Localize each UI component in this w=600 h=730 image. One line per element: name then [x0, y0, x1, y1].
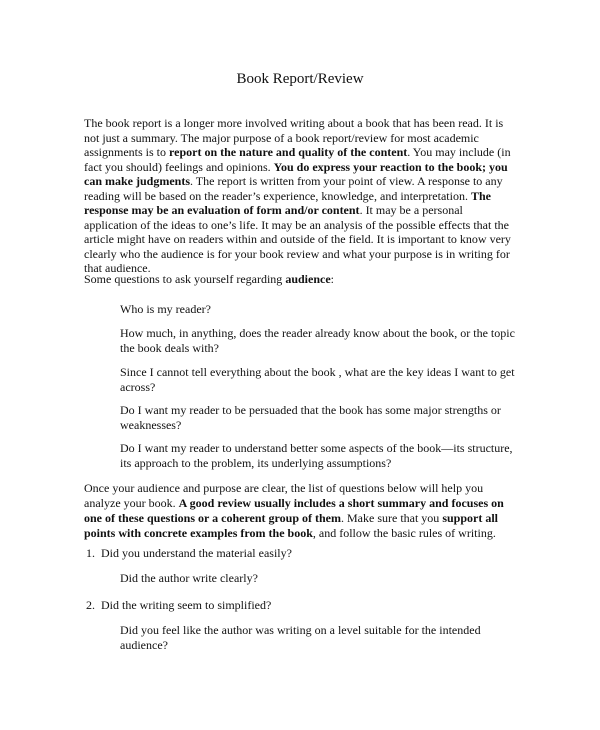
item-number: 2.: [86, 598, 95, 612]
intro-text-3: . The report is written from your point of view. A response to any reading will be based on the reader’s experience, knowledge, and interpretation.: [84, 174, 503, 203]
audience-question: Do I want my reader to be persuaded that the book has some major strengths or weaknesses?: [120, 403, 501, 432]
analyze-paragraph: [84, 481, 518, 541]
intro-text-1: The book report is a longer more involved writing about a book that has been read. It is not just a summary. The major purpose of a book report/review for most academic assignments is to: [84, 116, 504, 159]
intro-emphasis-2: You do express your reaction to the book; you can make judgments: [84, 159, 508, 188]
audience-question: Who is my reader?: [120, 302, 211, 316]
analyze-text-2: . Make sure that you: [341, 511, 443, 525]
item-question: Did you understand the material easily?: [101, 546, 292, 560]
analyze-emphasis-1: A good review usually includes a short summary and focuses on one of these questions or a coherent group of them: [84, 496, 504, 525]
numbered-item-2-sub: Did you feel like the author was writing on a level suitable for the intended audience?: [120, 623, 481, 652]
numbered-item-2: [86, 598, 271, 613]
intro-emphasis-3: The response may be an evaluation of form and/or content: [84, 188, 491, 217]
intro-text-4: . It may be a personal application of the ideas to one’s life. It may be an analysis of the possible effects that the article might have on readers within and outside of the field. It is important to know very clearly who the audience is for your book review and what your purpose is in writing for that audience.: [84, 203, 511, 275]
intro-text-2: . You may include (in fact you should) feelings and opinions.: [84, 145, 511, 174]
page-title: Book Report/Review: [236, 71, 364, 87]
audience-word: audience: [285, 272, 331, 286]
intro-paragraph: [84, 116, 518, 276]
analyze-text-3: , and follow the basic rules of writing.: [312, 526, 496, 540]
item-number: 1.: [86, 546, 95, 560]
analyze-emphasis-2: support all points with concrete examples from the book: [84, 511, 498, 540]
audience-question: Do I want my reader to understand better some aspects of the book—its structure, its approach to the problem, its underlying assumptions?: [120, 441, 513, 470]
item-question: Did the writing seem to simplified?: [101, 598, 272, 612]
intro-emphasis-1: report on the nature and quality of the content: [169, 145, 408, 159]
audience-question: Since I cannot tell everything about the book , what are the key ideas I want to get across?: [120, 365, 515, 394]
audience-lead-text: Some questions to ask yourself regarding: [84, 272, 286, 286]
audience-question: How much, in anything, does the reader already know about the book, or the topic the book deals with?: [120, 326, 515, 355]
audience-colon: :: [330, 272, 334, 286]
analyze-text-1: Once your audience and purpose are clear, the list of questions below will help you analyze your book.: [84, 481, 484, 510]
numbered-item-1-sub: Did the author write clearly?: [120, 571, 258, 585]
audience-lead-line: [84, 272, 334, 287]
numbered-item-1: [86, 546, 292, 561]
